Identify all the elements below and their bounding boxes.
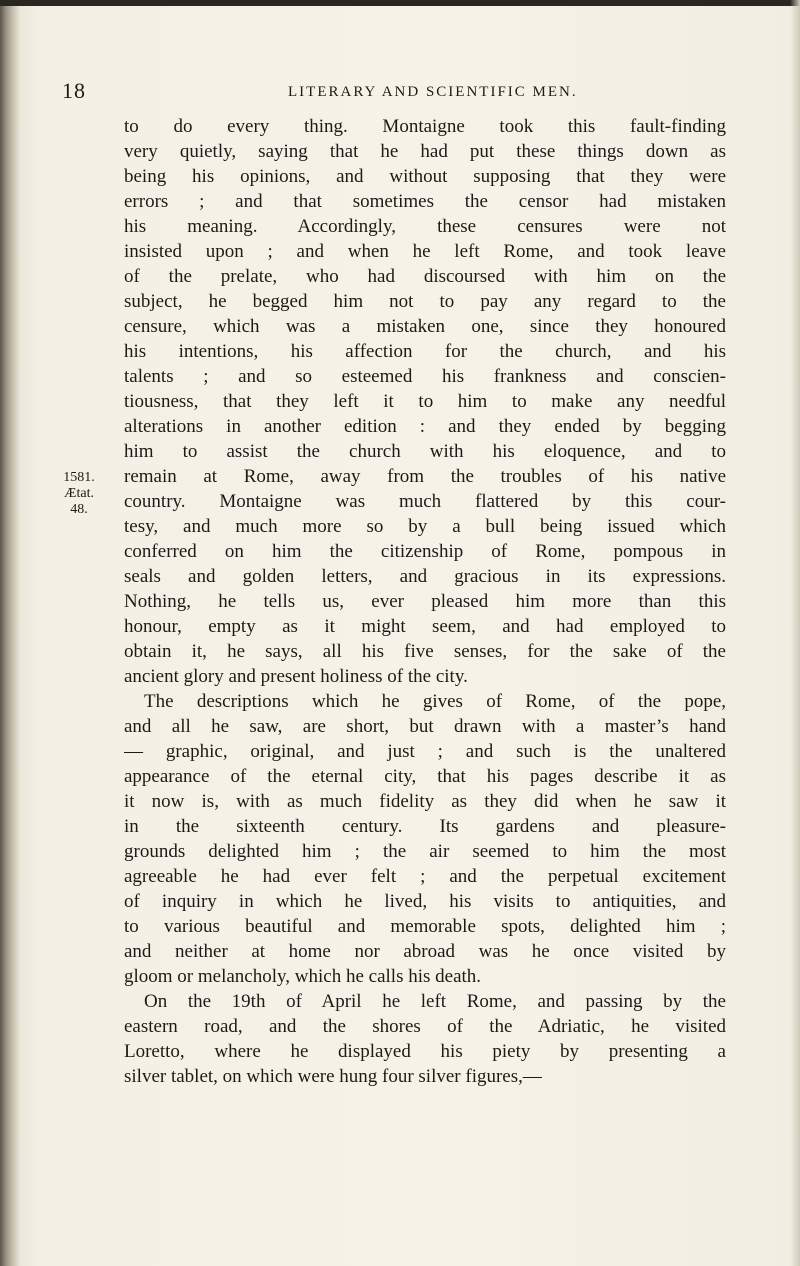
text-line: his intentions, his affection for the church, and his bbox=[124, 341, 726, 362]
margin-note bbox=[44, 470, 114, 518]
book-binding-shadow bbox=[0, 6, 20, 1266]
margin-note-aetat: Ætat. bbox=[64, 486, 94, 501]
text-line: talents ; and so esteemed his frankness and conscien- bbox=[124, 366, 726, 387]
text-line: honour, empty as it might seem, and had employed to bbox=[124, 616, 726, 637]
page-number: 18 bbox=[62, 78, 86, 103]
margin-note-age: 48. bbox=[70, 502, 88, 517]
text-line: his meaning. Accordingly, these censures were not bbox=[124, 216, 726, 237]
text-line: alterations in another edition : and they ended by begging bbox=[124, 416, 726, 437]
text-line: to do every thing. Montaigne took this fault-finding bbox=[124, 116, 726, 137]
text-line: being his opinions, and without supposing that they were bbox=[124, 166, 726, 187]
text-line: him to assist the church with his eloquence, and to bbox=[124, 441, 726, 462]
text-line: gloom or melancholy, which he calls his death. bbox=[124, 966, 482, 987]
text-line: conferred on him the citizenship of Rome, pompous in bbox=[124, 541, 726, 562]
text-line: The descriptions which he gives of Rome, of the pope, bbox=[144, 691, 726, 712]
text-line: subject, he begged him not to pay any regard to the bbox=[124, 291, 726, 312]
text-line: — graphic, original, and just ; and such is the unaltered bbox=[124, 741, 726, 762]
text-line: On the 19th of April he left Rome, and passing by the bbox=[144, 991, 726, 1012]
text-line: to various beautiful and memorable spots, delighted him ; bbox=[124, 916, 726, 937]
text-line: and neither at home nor abroad was he once visited by bbox=[124, 941, 726, 962]
text-line: obtain it, he says, all his five senses, for the sake of the bbox=[124, 641, 726, 662]
text-line: Nothing, he tells us, ever pleased him more than this bbox=[124, 591, 726, 612]
text-line: of the prelate, who had discoursed with him on the bbox=[124, 266, 726, 287]
page-top-edge bbox=[0, 0, 800, 6]
text-line: eastern road, and the shores of the Adriatic, he visited bbox=[124, 1016, 726, 1037]
running-title: LITERARY AND SCIENTIFIC MEN. bbox=[288, 84, 578, 100]
text-line: in the sixteenth century. Its gardens and pleasure- bbox=[124, 816, 726, 837]
text-line: ancient glory and present holiness of the city. bbox=[124, 666, 468, 687]
page-right-edge bbox=[790, 0, 800, 1266]
text-line: errors ; and that sometimes the censor had mistaken bbox=[124, 191, 726, 212]
text-line: of inquiry in which he lived, his visits to antiquities, and bbox=[124, 891, 726, 912]
margin-note-year: 1581. bbox=[63, 470, 95, 485]
text-line: tesy, and much more so by a bull being issued which bbox=[124, 516, 726, 537]
text-line: censure, which was a mistaken one, since they honoured bbox=[124, 316, 726, 337]
text-line: country. Montaigne was much flattered by this cour- bbox=[124, 491, 726, 512]
text-line: seals and golden letters, and gracious in its expressions. bbox=[124, 566, 726, 587]
text-line: silver tablet, on which were hung four silver figures,— bbox=[124, 1066, 542, 1087]
body-text bbox=[124, 114, 726, 1089]
text-line: very quietly, saying that he had put these things down as bbox=[124, 141, 726, 162]
text-line: and all he saw, are short, but drawn with a master’s hand bbox=[124, 716, 726, 737]
text-line: Loretto, where he displayed his piety by presenting a bbox=[124, 1041, 726, 1062]
text-line: grounds delighted him ; the air seemed to him the most bbox=[124, 841, 726, 862]
text-line: it now is, with as much fidelity as they did when he saw it bbox=[124, 791, 726, 812]
text-line: tiousness, that they left it to him to make any needful bbox=[124, 391, 726, 412]
text-line: remain at Rome, away from the troubles of his native bbox=[124, 466, 726, 487]
text-line: appearance of the eternal city, that his pages describe it as bbox=[124, 766, 726, 787]
text-line: agreeable he had ever felt ; and the perpetual excitement bbox=[124, 866, 726, 887]
text-line: insisted upon ; and when he left Rome, and took leave bbox=[124, 241, 726, 262]
